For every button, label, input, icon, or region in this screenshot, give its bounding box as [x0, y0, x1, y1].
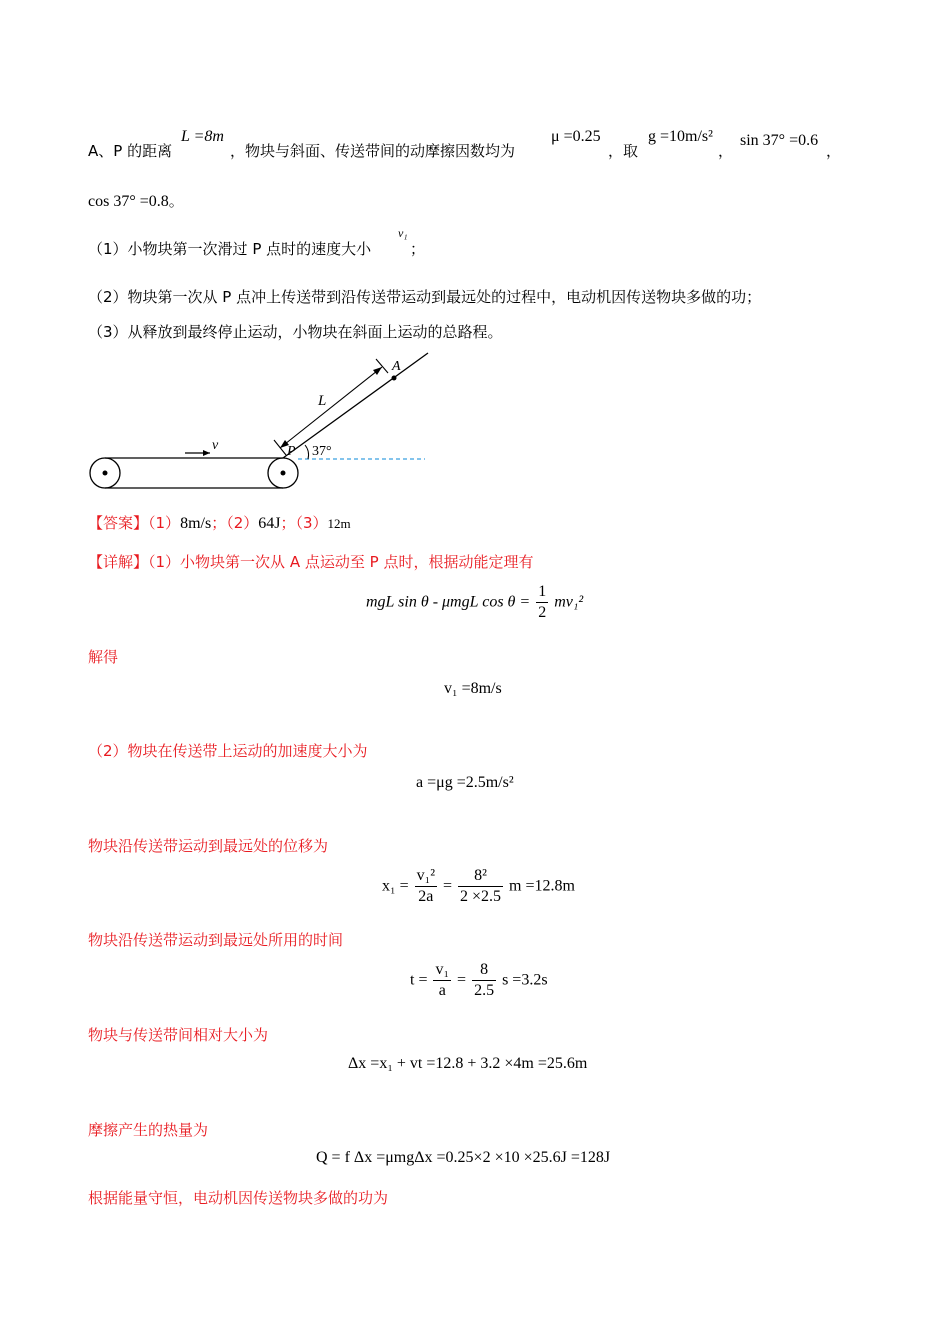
given-sep: ，: [718, 142, 734, 160]
detail-p6: 摩擦产生的热量为: [88, 1121, 209, 1139]
eq1-left: mgL sin θ - μmgL cos θ =: [366, 593, 531, 611]
answer-1-value: 8m/s: [180, 515, 212, 532]
detail-p4: 物块沿传送带运动到最远处所用的时间: [88, 931, 344, 949]
eq4-eq: =: [442, 877, 453, 895]
incline-line: [283, 353, 428, 458]
answer-1-label: （1）: [148, 514, 181, 532]
answer-2-value: 64J: [258, 515, 281, 532]
equation-energy: [366, 582, 583, 623]
eq4-num1: v₁²: [415, 866, 437, 887]
question-1-text: （1）小物块第一次滑过 P 点时的速度大小: [88, 240, 372, 258]
equation-displacement: [382, 866, 575, 907]
eq5-num1: v₁: [433, 960, 451, 981]
eq4-fraction-2: [458, 866, 503, 907]
velocity-arrowhead: [203, 450, 210, 456]
given-L: L =8m: [181, 128, 224, 145]
label-angle: 37°: [312, 444, 332, 459]
eq4-fraction-1: [415, 866, 437, 907]
detail-p1: [88, 551, 533, 572]
given-mu-text: ，物块与斜面、传送带间的动摩擦因数均为: [230, 142, 516, 160]
eq5-t: t =: [410, 971, 428, 989]
equation-relative-displacement: Δx =x₁ + vt =12.8 + 3.2 ×4m =25.6m: [348, 1055, 588, 1072]
conveyor-incline-figure: [80, 345, 440, 500]
detail-p7: 根据能量守恒，电动机因传送物块多做的功为: [88, 1189, 389, 1207]
label-L: L: [318, 393, 327, 409]
angle-arc: [305, 445, 309, 459]
eq5-fraction-2: [472, 960, 496, 1001]
eq5-den1: a: [438, 982, 446, 999]
label-v: v: [212, 438, 219, 453]
eq1-den: 2: [538, 604, 547, 621]
label-A: A: [392, 359, 401, 374]
given-sin: sin 37° =0.6: [740, 132, 819, 149]
detail-p3: 物块沿传送带运动到最远处的位移为: [88, 837, 329, 855]
point-A: [392, 376, 397, 381]
given-mu: μ =0.25: [551, 128, 601, 145]
given-g: g =10m/s²: [648, 128, 713, 145]
given-period: 。: [168, 192, 184, 210]
question-1-end: ；: [410, 240, 426, 258]
right-pulley-axle: [281, 471, 286, 476]
eq4-x: x₁ =: [382, 877, 409, 895]
eq5-fraction-1: [433, 960, 451, 1001]
detail-solve: 解得: [88, 648, 119, 666]
question-3: （3）从释放到最终停止运动，小物块在斜面上运动的总路程。: [88, 323, 503, 341]
given-cos: cos 37° =0.8: [88, 193, 169, 210]
eq5-den2: 2.5: [474, 982, 495, 999]
answer-3-value: 12m: [327, 516, 351, 531]
given-end-comma: ，: [826, 142, 842, 160]
dimension-L-line: [280, 367, 382, 448]
eq1-right: mv₁²: [554, 593, 584, 611]
eq5-num2: 8: [472, 960, 496, 981]
answer-line: [88, 512, 351, 533]
eq4-tail: m =12.8m: [509, 877, 575, 895]
detail-p2: （2）物块在传送带上运动的加速度大小为: [88, 742, 368, 760]
equation-heat: Q = f Δx =μmgΔx =0.25×2 ×10 ×25.6J =128J: [316, 1149, 611, 1166]
question-1-var: v₁: [398, 226, 408, 240]
eq4-den1: 2a: [418, 888, 434, 905]
given-ap-distance: A、P 的距离: [88, 142, 173, 160]
eq1-num: 1: [536, 582, 548, 603]
eq5-eq: =: [457, 971, 467, 989]
detail-p5: 物块与传送带间相对大小为: [88, 1026, 269, 1044]
eq1-fraction: [536, 582, 548, 623]
equation-v1: v₁ =8m/s: [444, 680, 502, 697]
question-2: （2）物块第一次从 P 点冲上传送带到沿传送带运动到最远处的过程中，电动机因传送物块多做的功；: [88, 288, 762, 306]
dimension-L-arrow-top: [373, 367, 382, 375]
answer-sep-2: ；（3）: [280, 514, 328, 532]
eq4-den2: 2 ×2.5: [460, 888, 502, 905]
answer-sep-1: ；（2）: [211, 514, 259, 532]
left-pulley-axle: [103, 471, 108, 476]
given-line-2: [88, 190, 184, 211]
label-P: P: [287, 444, 296, 459]
equation-time: [410, 960, 548, 1001]
eq5-tail: s =3.2s: [502, 971, 548, 989]
equation-acceleration: a =μg =2.5m/s²: [416, 774, 514, 791]
detail-tag: 【详解】: [88, 553, 149, 571]
given-take: ，取: [608, 142, 639, 160]
detail-p1-text: （1）小物块第一次从 A 点运动至 P 点时，根据动能定理有: [148, 553, 534, 571]
eq4-num2: 8²: [458, 866, 503, 887]
answer-tag: 【答案】: [88, 514, 149, 532]
